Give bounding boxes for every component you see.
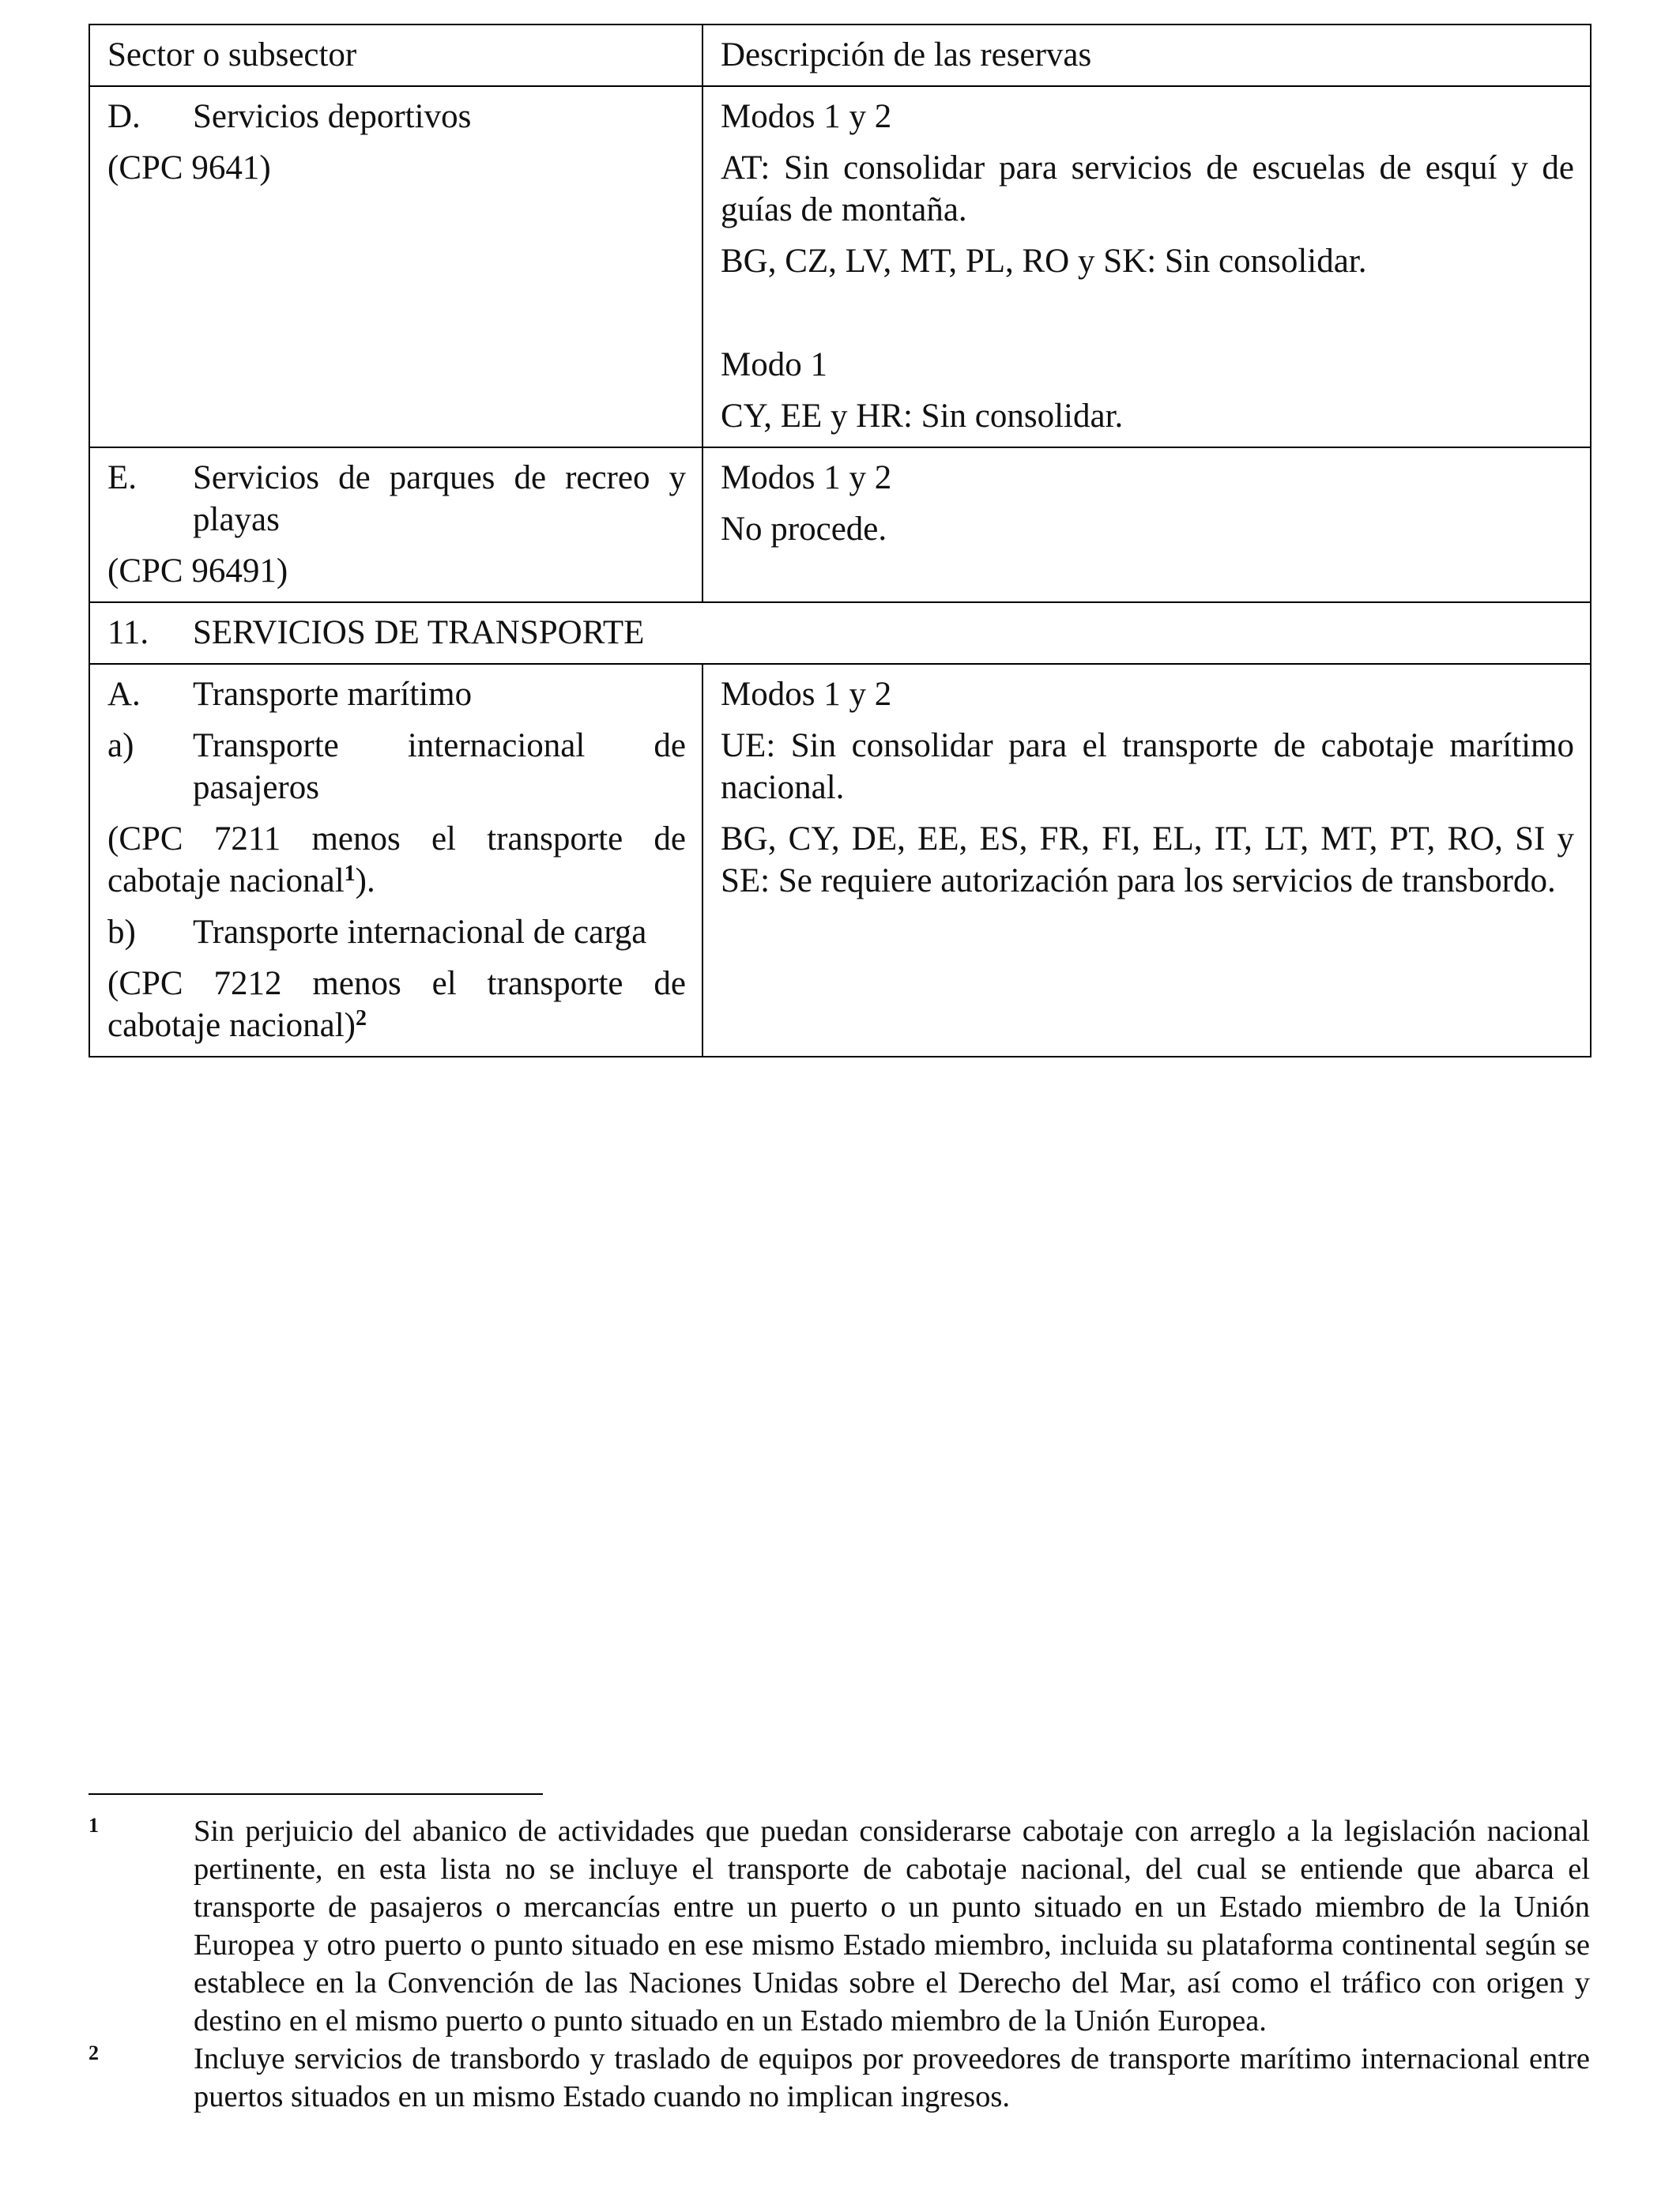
footnote-mark: 1 — [89, 1814, 99, 1837]
subsector-title: Transporte internacional de pasajeros — [193, 727, 686, 806]
subsector-b — [107, 911, 686, 953]
sector-heading-a — [107, 673, 686, 715]
table-row-d — [89, 86, 1591, 447]
cpc-code — [107, 963, 686, 1046]
cpc-code: (CPC 9641) — [107, 149, 271, 187]
cpc-text: (CPC 7212 menos el transporte de cabotaje nacional) — [107, 965, 686, 1044]
modes-label: Modo 1 — [721, 346, 827, 383]
cpc-code: (CPC 96491) — [107, 552, 288, 590]
sector-title: Servicios de parques de recreo y playas — [193, 459, 686, 538]
table-header-row — [89, 25, 1591, 86]
table-row-a — [89, 664, 1591, 1057]
modes-label: Modos 1 y 2 — [721, 676, 892, 713]
reservation-text: No procede. — [721, 511, 887, 548]
cpc-code — [107, 818, 686, 902]
section-cell-11 — [89, 602, 1591, 664]
sector-code: A. — [107, 676, 141, 713]
description-cell-d — [703, 86, 1591, 447]
subsector-code: a) — [107, 727, 134, 764]
footnote-2 — [89, 2040, 1590, 2116]
cpc-text: (CPC 7211 menos el transporte de cabotaje nacional — [107, 820, 686, 899]
reservation-text: CY, EE y HR: Sin consolidar. — [721, 398, 1124, 435]
subsector-a — [107, 725, 686, 809]
header-description: Descripción de las reservas — [703, 25, 1591, 86]
modes-label: Modos 1 y 2 — [721, 98, 892, 135]
sector-heading-d — [107, 96, 686, 138]
sector-cell-a — [89, 664, 703, 1057]
description-cell-e — [703, 447, 1591, 602]
section-row-11 — [89, 602, 1591, 664]
section-title: SERVICIOS DE TRANSPORTE — [193, 614, 645, 651]
description-cell-a — [703, 664, 1591, 1057]
footnote-text: Sin perjuicio del abanico de actividades que puedan considerarse cabotaje con arreglo a la legislación nacional pertinente, en esta lista no se incluye el transporte de cabotaje nacional, del cual se entiende que abarca el transporte de pasajeros o mercancías entre un puerto o un punto situado en un Estado miembro de la Unión Europea y otro puerto o punto situado en ese mismo Estado miembro, incluida su plataforma continental según se establece en la Convención de las Naciones Unidas sobre el Derecho del Mar, así como el tráfico con origen y destino en el mismo puerto o punto situado en un Estado miembro de la Unión Europea. — [194, 1815, 1590, 2038]
sector-heading-e — [107, 457, 686, 541]
footnote-mark: 2 — [89, 2041, 99, 2064]
reservation-text: BG, CZ, LV, MT, PL, RO y SK: Sin consolidar. — [721, 243, 1367, 280]
reservation-text: UE: Sin consolidar para el transporte de cabotaje marítimo nacional. — [721, 727, 1574, 806]
table-row-e — [89, 447, 1591, 602]
reservation-text: BG, CY, DE, EE, ES, FR, FI, EL, IT, LT, MT, PT, RO, SI y SE: Se requiere autorización para los servicios de transbordo. — [721, 820, 1574, 899]
sector-cell-d — [89, 86, 703, 447]
footnote-1 — [89, 1812, 1590, 2040]
sector-code: E. — [107, 459, 137, 496]
footnote-ref-1[interactable]: 1 — [344, 861, 356, 886]
subsector-code: b) — [107, 914, 136, 951]
sector-title: Transporte marítimo — [193, 676, 473, 713]
cpc-text-end: ). — [355, 862, 375, 899]
sector-title: Servicios deportivos — [193, 98, 472, 135]
footnote-ref-2[interactable]: 2 — [355, 1006, 367, 1031]
reservation-text: AT: Sin consolidar para servicios de escuelas de esquí y de guías de montaña. — [721, 149, 1574, 228]
section-heading — [107, 612, 1574, 654]
footnote-text: Incluye servicios de transbordo y traslado de equipos por proveedores de transporte marítimo internacional entre puertos situados en un mismo Estado cuando no implican ingresos. — [194, 2042, 1590, 2113]
reservations-table — [89, 24, 1591, 1057]
footnotes — [89, 1812, 1590, 2116]
modes-label: Modos 1 y 2 — [721, 459, 892, 496]
section-code: 11. — [107, 614, 149, 651]
subsector-title: Transporte internacional de carga — [193, 914, 647, 951]
sector-code: D. — [107, 98, 141, 135]
sector-cell-e — [89, 447, 703, 602]
header-sector: Sector o subsector — [89, 25, 703, 86]
footnote-separator — [89, 1793, 543, 1795]
